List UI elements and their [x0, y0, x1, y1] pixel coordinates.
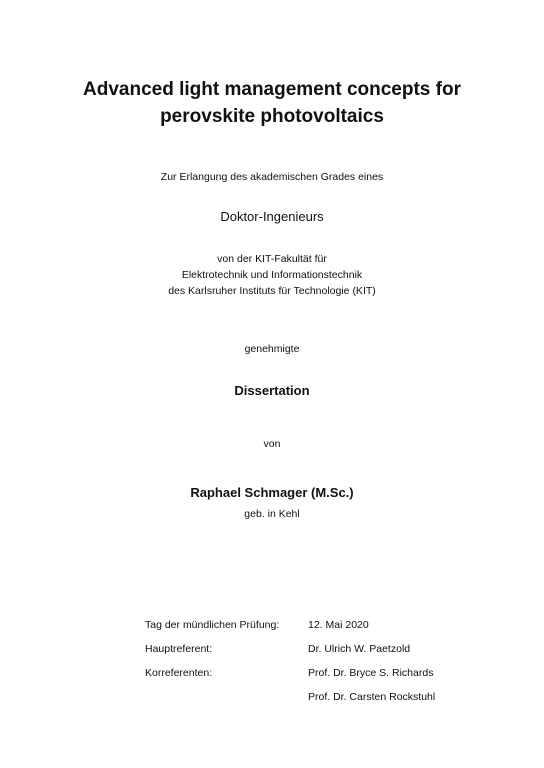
- author-name: Raphael Schmager (M.Sc.): [190, 485, 354, 500]
- main-referee-label: Hauptreferent:: [145, 643, 213, 655]
- main-referee-row: [145, 637, 465, 661]
- by-text: von: [263, 438, 281, 450]
- exam-date-value: 12. Mai 2020: [308, 619, 369, 631]
- exam-date-label: Tag der mündlichen Prüfung:: [145, 619, 280, 631]
- approved-text: genehmigte: [244, 343, 300, 355]
- exam-date-row: [145, 613, 465, 637]
- faculty-block: [0, 252, 544, 300]
- coreferees-label: Korreferenten:: [145, 667, 213, 679]
- faculty-line-1: von der KIT-Fakultät für: [217, 253, 327, 265]
- title-line-1: Advanced light management concepts for: [83, 79, 461, 100]
- coreferee-2: Prof. Dr. Carsten Rockstuhl: [308, 691, 436, 703]
- title-line-2: perovskite photovoltaics: [160, 106, 384, 127]
- main-referee-value: Dr. Ulrich W. Paetzold: [308, 643, 411, 655]
- dissertation-text: Dissertation: [234, 383, 310, 398]
- degree-text: Doktor-Ingenieurs: [220, 209, 324, 224]
- coreferee-1: Prof. Dr. Bryce S. Richards: [308, 667, 434, 679]
- faculty-line-3: des Karlsruher Instituts für Technologie (KIT): [168, 285, 376, 297]
- coreferees-row-1: [145, 661, 465, 685]
- purpose-text: Zur Erlangung des akademischen Grades eines: [160, 171, 384, 183]
- faculty-line-2: Elektrotechnik und Informationstechnik: [181, 269, 363, 281]
- birthplace-text: geb. in Kehl: [244, 508, 300, 520]
- document-title: [0, 76, 544, 130]
- coreferees-row-2: [145, 685, 465, 709]
- exam-details: [145, 613, 465, 709]
